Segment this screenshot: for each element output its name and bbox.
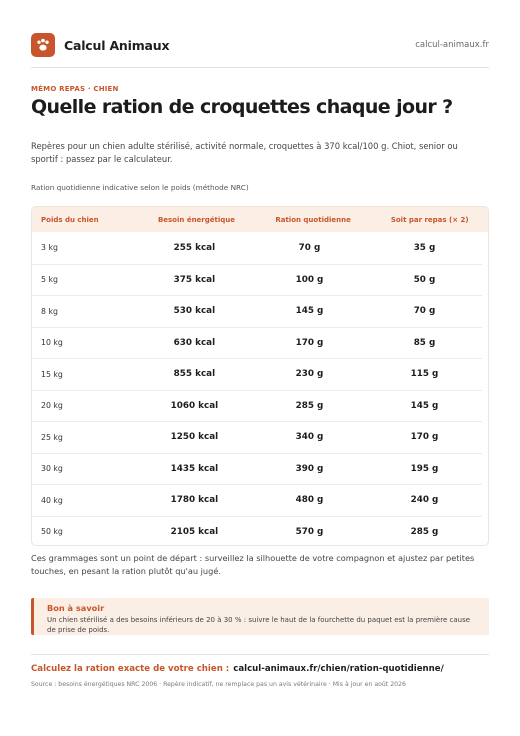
paw-icon <box>31 33 55 57</box>
cell-daily-ration: 70 g <box>298 242 321 253</box>
cell-daily-ration: 145 g <box>295 306 324 317</box>
brand[interactable] <box>31 33 169 57</box>
cell-energy: 1435 kcal <box>170 463 219 474</box>
cell-energy: 530 kcal <box>173 306 216 317</box>
column-header-daily-ration: Ration quotidienne <box>275 215 351 224</box>
cell-daily-ration: 570 g <box>295 526 324 537</box>
column-header-weight: Poids du chien <box>41 215 99 224</box>
cell-per-meal: 35 g <box>413 242 436 253</box>
table-row <box>32 358 482 390</box>
table-row <box>32 295 482 327</box>
cell-weight: 15 kg <box>41 369 63 379</box>
header-divider <box>31 67 489 68</box>
callout-title: Bon à savoir <box>47 603 105 613</box>
source-note: Source : besoins énergétiques NRC 2006 · Repère indicatif, ne remplace pas un avis vétérinaire · Mis à jour en août 2026 <box>31 681 406 688</box>
site-url[interactable]: calcul-animaux.fr <box>415 40 489 50</box>
intro-text: Repères pour un chien adulte stérilisé, activité normale, croquettes à 370 kcal/100 g. Chiot, senior ou sportif : passez par le calculateur. <box>31 141 458 164</box>
eyebrow-label: MÉMO REPAS · CHIEN <box>31 85 119 93</box>
page-header <box>31 31 489 59</box>
cell-weight: 40 kg <box>41 495 63 505</box>
cell-weight: 10 kg <box>41 338 63 348</box>
cell-per-meal: 170 g <box>410 432 439 443</box>
cell-energy: 375 kcal <box>173 274 216 285</box>
cell-weight: 50 kg <box>41 527 63 537</box>
calculator-cta <box>31 664 444 674</box>
table-body <box>32 232 488 546</box>
cell-weight: 8 kg <box>41 306 58 316</box>
table-row <box>32 232 482 264</box>
cta-label: Calculez la ration exacte de votre chien : <box>31 664 230 674</box>
adjustment-note: Ces grammages sont un point de départ : surveillez la silhouette de votre compagnon et ajustez par petites touches, en pesant la ration plutôt qu'au jugé. <box>31 553 475 576</box>
tip-callout <box>31 598 489 635</box>
table-row <box>32 264 482 296</box>
cell-daily-ration: 285 g <box>295 400 324 411</box>
cell-daily-ration: 480 g <box>295 495 324 506</box>
brand-name: Calcul Animaux <box>64 37 170 53</box>
cell-per-meal: 240 g <box>410 495 439 506</box>
cell-energy: 1060 kcal <box>170 400 219 411</box>
cell-per-meal: 145 g <box>410 400 439 411</box>
cell-energy: 2105 kcal <box>170 526 219 537</box>
callout-text: Un chien stérilisé a des besoins inférieurs de 20 à 30 % : suivre le haut de la fourchette du paquet est la première cause de prise de poids. <box>47 616 471 634</box>
cell-per-meal: 70 g <box>413 306 436 317</box>
table-row <box>32 516 482 547</box>
cell-weight: 30 kg <box>41 464 63 474</box>
cell-daily-ration: 170 g <box>295 337 324 348</box>
cell-per-meal: 115 g <box>410 369 439 380</box>
cell-energy: 855 kcal <box>173 369 216 380</box>
cell-daily-ration: 230 g <box>295 369 324 380</box>
cell-energy: 630 kcal <box>173 337 216 348</box>
cell-per-meal: 50 g <box>413 274 436 285</box>
cell-weight: 20 kg <box>41 401 63 411</box>
column-header-per-meal: Soit par repas (× 2) <box>390 215 469 224</box>
cta-link[interactable]: calcul-animaux.fr/chien/ration-quotidienne/ <box>233 664 444 674</box>
cell-energy: 1780 kcal <box>170 495 219 506</box>
cell-weight: 3 kg <box>41 243 58 253</box>
table-row <box>32 390 482 422</box>
cell-daily-ration: 100 g <box>295 274 324 285</box>
cell-per-meal: 285 g <box>410 526 439 537</box>
page-title: Quelle ration de croquettes chaque jour ? <box>31 96 453 118</box>
table-row <box>32 484 482 516</box>
table-header-row <box>32 207 488 232</box>
cell-daily-ration: 340 g <box>295 432 324 443</box>
cell-energy: 255 kcal <box>173 242 216 253</box>
footer-divider <box>31 654 489 655</box>
table-row <box>32 327 482 359</box>
cell-per-meal: 195 g <box>410 463 439 474</box>
cell-weight: 5 kg <box>41 275 58 285</box>
cell-energy: 1250 kcal <box>170 432 219 443</box>
table-caption: Ration quotidienne indicative selon le poids (méthode NRC) <box>31 183 249 192</box>
table-row <box>32 453 482 485</box>
column-header-energy: Besoin énergétique <box>157 215 235 224</box>
cell-daily-ration: 390 g <box>295 463 324 474</box>
table-row <box>32 421 482 453</box>
ration-table <box>31 206 489 546</box>
cell-per-meal: 85 g <box>413 337 436 348</box>
cell-weight: 25 kg <box>41 432 63 442</box>
